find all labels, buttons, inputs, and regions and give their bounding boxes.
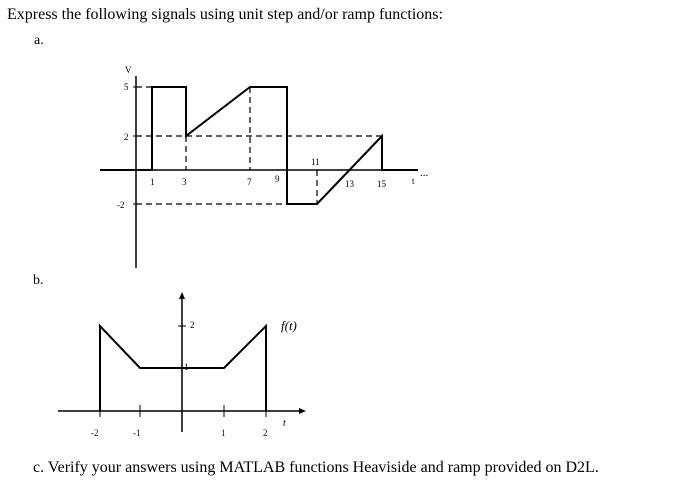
- graph-b-x-tick-2: 2: [263, 428, 268, 438]
- problem-title: Express the following signals using unit step and/or ramp functions:: [7, 6, 443, 23]
- graph-a-y-tick-5: 5: [124, 82, 129, 92]
- graph-b: [58, 292, 306, 438]
- graph-a-signal: [100, 87, 418, 204]
- part-c-instruction: c. Verify your answers using MATLAB functions Heaviside and ramp provided on D2L.: [33, 459, 599, 476]
- graph-a-x-tick-1: 1: [150, 177, 155, 187]
- graph-a-horizontal-axis-label: t: [412, 176, 415, 186]
- graph-a-y-tick-2: 2: [124, 132, 129, 142]
- graph-a-x-tick-13: 13: [345, 179, 354, 189]
- graph-b-function-label: f(t): [281, 318, 297, 333]
- graph-b-horizontal-axis-label: t: [283, 418, 286, 429]
- graph-b-x-tick-neg1: -1: [133, 428, 141, 438]
- graph-a-x-tick-11: 11: [311, 157, 320, 167]
- graph-a-x-tick-9: 9: [275, 174, 280, 184]
- graph-a-continuation: ...: [420, 167, 429, 179]
- part-a-label: a.: [34, 33, 44, 48]
- graph-a-x-tick-3: 3: [182, 177, 187, 187]
- graph-a-x-tick-7: 7: [247, 177, 252, 187]
- graph-a-x-tick-15: 15: [377, 179, 386, 189]
- graph-b-x-arrow: [299, 408, 306, 414]
- part-b-label: b.: [33, 273, 44, 288]
- graph-a-vertical-axis-label: V: [125, 65, 132, 75]
- graph-b-level-label: 1: [184, 362, 189, 372]
- graph-b-x-tick-1: 1: [221, 428, 226, 438]
- graph-b-y-tick-2: 2: [190, 320, 195, 330]
- graph-b-y-arrow: [179, 292, 185, 299]
- graph-a: [100, 65, 429, 268]
- graph-a-y-tick-neg2: -2: [117, 200, 125, 210]
- graph-b-x-tick-neg2: -2: [91, 428, 99, 438]
- graph-b-signal: [100, 326, 266, 411]
